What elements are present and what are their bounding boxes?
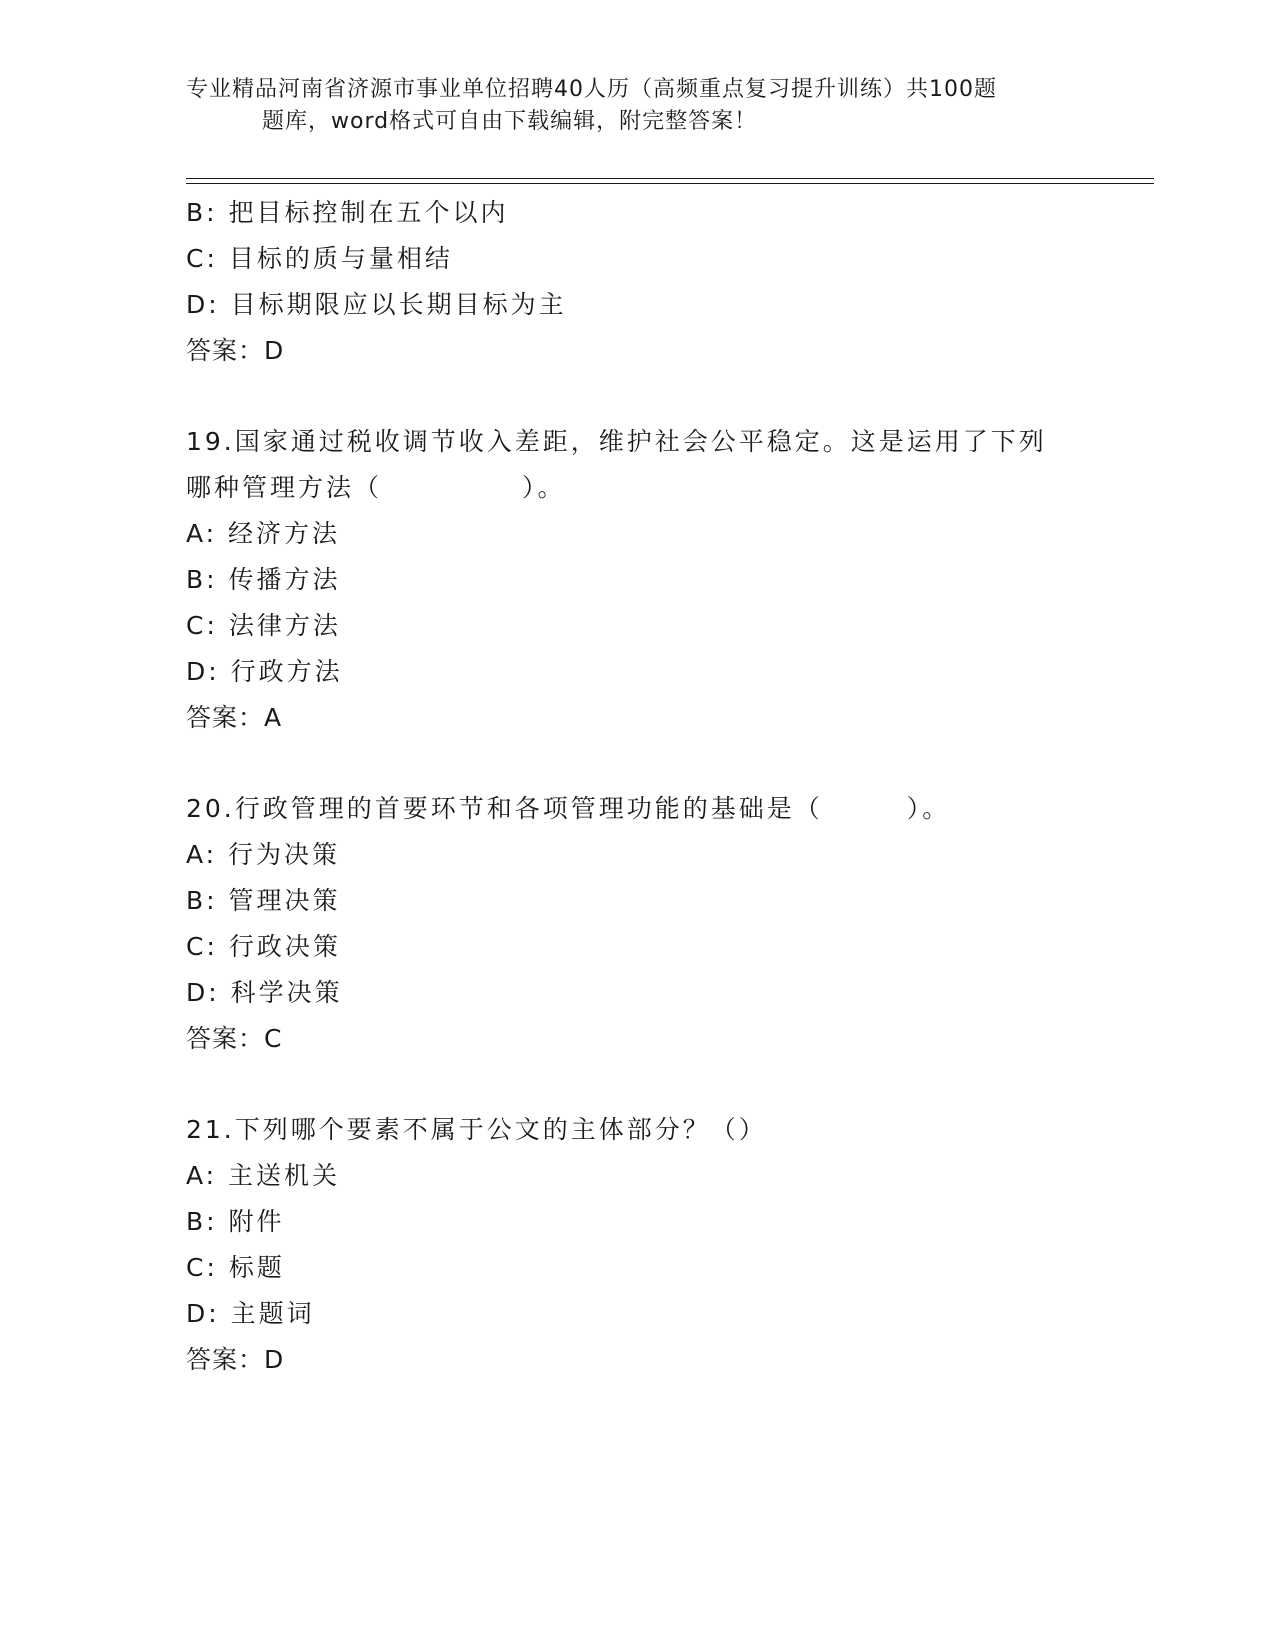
option-c: C: 标题 <box>186 1253 285 1282</box>
header-divider-bottom <box>186 183 1154 184</box>
question-stem-line-2: 哪种管理方法（ ）。 <box>186 473 566 502</box>
question-spacer <box>186 1062 1086 1107</box>
question-spacer <box>186 374 1086 419</box>
question-20 <box>186 786 1086 1062</box>
header-title-line-2: 题库，word格式可自由下载编辑，附完整答案！ <box>262 109 758 134</box>
option-d: D: 行政方法 <box>186 657 343 686</box>
option-b: B: 把目标控制在五个以内 <box>186 198 509 227</box>
option-a: A: 主送机关 <box>186 1161 341 1190</box>
question-stem-line-1: 19.国家通过税收调节收入差距，维护社会公平稳定。这是运用了下列 <box>186 427 1047 456</box>
answer-line: 答案：D <box>186 1345 285 1374</box>
question-19 <box>186 419 1086 741</box>
header-divider-top <box>186 178 1154 179</box>
option-b: B: 管理决策 <box>186 886 341 915</box>
question-21 <box>186 1107 1086 1383</box>
header-title-line-1: 专业精品河南省济源市事业单位招聘40人历（高频重点复习提升训练）共100题 <box>186 77 997 102</box>
option-d: D: 科学决策 <box>186 978 343 1007</box>
option-b: B: 传播方法 <box>186 565 341 594</box>
carryover-question <box>186 190 1086 374</box>
option-a: A: 行为决策 <box>186 840 341 869</box>
option-c: C: 行政决策 <box>186 932 341 961</box>
option-b: B: 附件 <box>186 1207 285 1236</box>
option-a: A: 经济方法 <box>186 519 341 548</box>
option-d: D: 主题词 <box>186 1299 315 1328</box>
question-list <box>186 190 1086 1383</box>
option-d: D: 目标期限应以长期目标为主 <box>186 290 567 319</box>
question-spacer <box>186 741 1086 786</box>
option-c: C: 目标的质与量相结 <box>186 244 453 273</box>
answer-line: 答案：C <box>186 1024 283 1053</box>
option-c: C: 法律方法 <box>186 611 341 640</box>
question-stem-line-1: 21.下列哪个要素不属于公文的主体部分？（） <box>186 1115 767 1144</box>
answer-line: 答案：A <box>186 703 283 732</box>
answer-line: 答案：D <box>186 336 285 365</box>
question-stem-line-1: 20.行政管理的首要环节和各项管理功能的基础是（ ）。 <box>186 794 951 823</box>
document-header <box>186 74 1086 138</box>
